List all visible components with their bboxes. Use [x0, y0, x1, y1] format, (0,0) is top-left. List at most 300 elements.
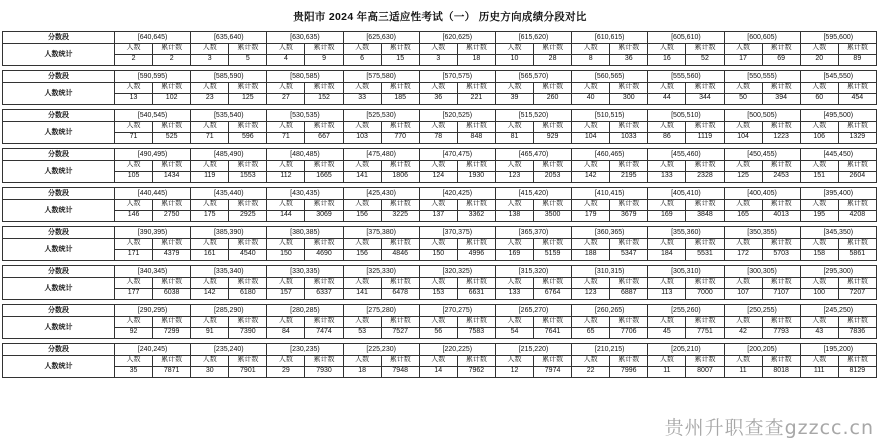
cumulative-value: 7107	[762, 289, 800, 299]
score-range-cell: [545,550)	[800, 71, 876, 83]
value-cell	[800, 328, 876, 339]
count-header: 人数	[507, 356, 522, 363]
cumulative-value: 2925	[228, 211, 266, 221]
subheader-cell	[115, 239, 191, 250]
score-range-cell: [250,255)	[724, 305, 800, 317]
cumulative-value: 69	[762, 55, 800, 65]
table-row	[3, 211, 877, 222]
count-header: 人数	[431, 122, 446, 129]
cumulative-value: 6038	[152, 289, 190, 299]
score-range-cell: [430,435)	[267, 188, 343, 200]
count-value: 13	[129, 94, 138, 101]
cumulative-value: 8129	[838, 367, 876, 377]
value-cell	[495, 133, 571, 144]
value-cell	[267, 367, 343, 378]
cumulative-header: 累计数	[609, 161, 647, 171]
count-header: 人数	[278, 44, 293, 51]
score-range-cell: [210,215)	[572, 344, 648, 356]
cumulative-value: 3362	[457, 211, 495, 221]
cumulative-value: 7751	[685, 328, 723, 338]
cumulative-header: 累计数	[609, 200, 647, 210]
count-value: 20	[815, 55, 824, 62]
count-header: 人数	[736, 44, 751, 51]
count-header: 人数	[126, 83, 141, 90]
count-header: 人数	[507, 161, 522, 168]
cumulative-value: 6887	[609, 289, 647, 299]
value-cell	[800, 172, 876, 183]
cumulative-header: 累计数	[609, 122, 647, 132]
cumulative-header: 累计数	[228, 44, 266, 54]
subheader-cell	[800, 278, 876, 289]
count-value: 144	[280, 211, 292, 218]
subheader-cell	[191, 317, 267, 328]
count-value: 65	[586, 328, 595, 335]
count-value: 71	[129, 133, 138, 140]
count-header: 人数	[431, 317, 446, 324]
count-header: 人数	[736, 317, 751, 324]
value-cell	[115, 367, 191, 378]
value-cell	[343, 94, 419, 105]
count-header: 人数	[812, 44, 827, 51]
value-cell	[724, 133, 800, 144]
table-row	[3, 305, 877, 317]
value-cell	[191, 172, 267, 183]
count-header: 人数	[736, 239, 751, 246]
score-range-cell: [235,240)	[191, 344, 267, 356]
value-cell	[191, 328, 267, 339]
value-cell	[648, 172, 724, 183]
subheader-cell	[419, 44, 495, 55]
count-header: 人数	[355, 356, 370, 363]
count-header: 人数	[355, 239, 370, 246]
cumulative-value: 2	[152, 55, 190, 65]
count-header: 人数	[278, 356, 293, 363]
page-title: 贵阳市 2024 年高三适应性考试（一） 历史方向成绩分段对比	[293, 11, 587, 23]
value-cell	[419, 328, 495, 339]
subheader-cell	[572, 161, 648, 172]
cumulative-header: 累计数	[381, 239, 419, 249]
cumulative-value: 7948	[381, 367, 419, 377]
count-header: 人数	[202, 200, 217, 207]
subheader-cell	[495, 44, 571, 55]
score-band-label: 分数段	[3, 32, 115, 44]
count-header: 人数	[126, 44, 141, 51]
value-cell	[495, 172, 571, 183]
score-range-cell: [520,525)	[419, 110, 495, 122]
cumulative-value: 7974	[533, 367, 571, 377]
score-range-cell: [530,535)	[267, 110, 343, 122]
cumulative-value: 2453	[762, 172, 800, 182]
subheader-cell	[267, 356, 343, 367]
cumulative-header: 累计数	[457, 200, 495, 210]
count-value: 104	[737, 133, 749, 140]
count-header: 人数	[431, 44, 446, 51]
cumulative-value: 3500	[533, 211, 571, 221]
cumulative-header: 累计数	[533, 122, 571, 132]
table-row	[3, 172, 877, 183]
subheader-cell	[419, 317, 495, 328]
cumulative-value: 3679	[609, 211, 647, 221]
value-cell	[800, 211, 876, 222]
score-range-cell: [245,250)	[800, 305, 876, 317]
value-cell	[115, 328, 191, 339]
cumulative-header: 累计数	[304, 356, 342, 366]
score-range-cell: [200,205)	[724, 344, 800, 356]
count-stats-label: 人数统计	[3, 83, 115, 105]
count-header: 人数	[812, 161, 827, 168]
score-range-cell: [385,390)	[191, 227, 267, 239]
count-stats-label: 人数统计	[3, 356, 115, 378]
cumulative-header: 累计数	[533, 356, 571, 366]
cumulative-value: 7996	[609, 367, 647, 377]
score-range-cell: [635,640)	[191, 32, 267, 44]
count-header: 人数	[812, 317, 827, 324]
cumulative-value: 7390	[228, 328, 266, 338]
cumulative-value: 1223	[762, 133, 800, 143]
score-range-cell: [305,310)	[648, 266, 724, 278]
subheader-cell	[267, 239, 343, 250]
cumulative-value: 7901	[228, 367, 266, 377]
score-range-cell: [205,210)	[648, 344, 724, 356]
value-cell	[191, 133, 267, 144]
count-header: 人数	[278, 161, 293, 168]
count-header: 人数	[507, 239, 522, 246]
count-header: 人数	[202, 239, 217, 246]
score-band-label: 分数段	[3, 344, 115, 356]
cumulative-value: 6180	[228, 289, 266, 299]
cumulative-value: 8007	[685, 367, 723, 377]
score-range-cell: [285,290)	[191, 305, 267, 317]
cumulative-header: 累计数	[381, 122, 419, 132]
cumulative-value: 5703	[762, 250, 800, 260]
cumulative-header: 累计数	[228, 278, 266, 288]
subheader-cell	[648, 44, 724, 55]
count-value: 40	[586, 94, 595, 101]
count-header: 人数	[126, 356, 141, 363]
count-header: 人数	[278, 239, 293, 246]
cumulative-header: 累计数	[304, 122, 342, 132]
cumulative-value: 221	[457, 94, 495, 104]
count-header: 人数	[431, 200, 446, 207]
count-value: 141	[356, 172, 368, 179]
cumulative-header: 累计数	[152, 44, 190, 54]
count-header: 人数	[431, 161, 446, 168]
count-value: 171	[127, 250, 140, 257]
count-value: 33	[358, 94, 366, 101]
count-value: 54	[510, 328, 519, 335]
table-row	[3, 239, 877, 250]
count-stats-label: 人数统计	[3, 200, 115, 222]
cumulative-header: 累计数	[457, 122, 495, 132]
count-stats-label: 人数统计	[3, 122, 115, 144]
count-header: 人数	[126, 239, 141, 246]
subheader-cell	[495, 122, 571, 133]
count-stats-label: 人数统计	[3, 161, 115, 183]
count-value: 141	[356, 289, 368, 296]
count-value: 172	[737, 250, 749, 257]
value-cell	[724, 328, 800, 339]
score-range-cell: [295,300)	[800, 266, 876, 278]
cumulative-header: 累计数	[152, 317, 190, 327]
count-value: 137	[432, 211, 445, 218]
cumulative-header: 累计数	[457, 278, 495, 288]
count-value: 36	[434, 94, 443, 101]
count-value: 27	[282, 94, 290, 101]
subheader-cell	[191, 200, 267, 211]
cumulative-header: 累计数	[381, 83, 419, 93]
count-header: 人数	[812, 200, 827, 207]
count-header: 人数	[583, 356, 598, 363]
subheader-cell	[191, 161, 267, 172]
subheader-cell	[572, 317, 648, 328]
cumulative-value: 4208	[838, 211, 876, 221]
cumulative-header: 累计数	[152, 356, 190, 366]
count-value: 3	[436, 55, 441, 62]
score-range-cell: [405,410)	[648, 188, 724, 200]
cumulative-header: 累计数	[762, 161, 800, 171]
count-header: 人数	[202, 122, 217, 129]
score-range-cell: [500,505)	[724, 110, 800, 122]
cumulative-value: 1119	[685, 133, 723, 143]
score-range-cell: [515,520)	[495, 110, 571, 122]
value-cell	[419, 94, 495, 105]
count-header: 人数	[126, 200, 141, 207]
cumulative-value: 1033	[609, 133, 647, 143]
count-value: 3	[207, 55, 212, 62]
count-value: 150	[432, 250, 445, 257]
cumulative-header: 累计数	[838, 44, 876, 54]
score-band-label: 分数段	[3, 110, 115, 122]
score-range-cell: [225,230)	[343, 344, 419, 356]
count-value: 150	[280, 250, 292, 257]
value-cell	[343, 133, 419, 144]
count-value: 11	[739, 367, 747, 374]
count-value: 133	[661, 172, 673, 179]
cumulative-value: 4846	[381, 250, 419, 260]
count-value: 124	[432, 172, 445, 179]
cumulative-value: 7299	[152, 328, 190, 338]
cumulative-header: 累计数	[762, 239, 800, 249]
subheader-cell	[724, 122, 800, 133]
cumulative-header: 累计数	[457, 317, 495, 327]
score-range-cell: [605,610)	[648, 32, 724, 44]
value-cell	[419, 133, 495, 144]
cumulative-value: 454	[838, 94, 876, 104]
value-cell	[572, 250, 648, 261]
subheader-cell	[343, 161, 419, 172]
cumulative-header: 累计数	[609, 278, 647, 288]
score-distribution-table	[2, 31, 877, 378]
cumulative-value: 15	[381, 55, 419, 65]
count-header: 人数	[583, 122, 598, 129]
count-header: 人数	[507, 83, 522, 90]
table-row	[3, 161, 877, 172]
count-header: 人数	[355, 317, 370, 324]
cumulative-value: 18	[457, 55, 495, 65]
cumulative-header: 累计数	[762, 44, 800, 54]
score-range-cell: [460,465)	[572, 149, 648, 161]
cumulative-header: 累计数	[457, 83, 495, 93]
count-value: 18	[358, 367, 366, 374]
subheader-cell	[343, 200, 419, 211]
cumulative-header: 累计数	[685, 278, 723, 288]
count-value: 104	[584, 133, 597, 140]
subheader-cell	[800, 317, 876, 328]
cumulative-value: 6478	[381, 289, 419, 299]
table-row	[3, 356, 877, 367]
count-header: 人数	[507, 44, 522, 51]
cumulative-header: 累计数	[304, 161, 342, 171]
cumulative-header: 累计数	[304, 239, 342, 249]
table-row	[3, 55, 877, 66]
count-header: 人数	[583, 200, 598, 207]
subheader-cell	[267, 200, 343, 211]
table-row	[3, 227, 877, 239]
score-range-cell: [470,475)	[419, 149, 495, 161]
score-range-cell: [290,295)	[115, 305, 191, 317]
cumulative-header: 累计数	[533, 83, 571, 93]
score-range-cell: [420,425)	[419, 188, 495, 200]
count-header: 人数	[431, 278, 446, 285]
score-range-cell: [265,270)	[495, 305, 571, 317]
cumulative-header: 累计数	[457, 44, 495, 54]
subheader-cell	[419, 356, 495, 367]
count-header: 人数	[355, 161, 370, 168]
value-cell	[495, 328, 571, 339]
cumulative-value: 2053	[533, 172, 571, 182]
score-range-cell: [325,330)	[343, 266, 419, 278]
value-cell	[572, 289, 648, 300]
subheader-cell	[419, 83, 495, 94]
count-value: 113	[661, 289, 673, 296]
table-row	[3, 94, 877, 105]
value-cell	[495, 94, 571, 105]
score-range-cell: [345,350)	[800, 227, 876, 239]
count-value: 151	[813, 172, 826, 179]
score-band-label: 分数段	[3, 71, 115, 83]
subheader-cell	[495, 83, 571, 94]
score-range-cell: [550,555)	[724, 71, 800, 83]
value-cell	[572, 211, 648, 222]
subheader-cell	[115, 161, 191, 172]
value-cell	[191, 211, 267, 222]
subheader-cell	[648, 83, 724, 94]
count-header: 人数	[507, 317, 522, 324]
value-cell	[724, 250, 800, 261]
subheader-cell	[724, 44, 800, 55]
count-header: 人数	[736, 200, 751, 207]
count-header: 人数	[355, 83, 370, 90]
cumulative-value: 394	[762, 94, 800, 104]
count-value: 6	[360, 55, 365, 62]
cumulative-value: 2195	[609, 172, 647, 182]
cumulative-header: 累计数	[304, 317, 342, 327]
cumulative-value: 4540	[228, 250, 266, 260]
cumulative-value: 185	[381, 94, 419, 104]
score-range-cell: [340,345)	[115, 266, 191, 278]
subheader-cell	[267, 161, 343, 172]
score-range-cell: [565,570)	[495, 71, 571, 83]
score-range-cell: [435,440)	[191, 188, 267, 200]
score-range-cell: [615,620)	[495, 32, 571, 44]
score-range-cell: [510,515)	[572, 110, 648, 122]
score-range-cell: [335,340)	[191, 266, 267, 278]
count-value: 184	[661, 250, 673, 257]
count-value: 22	[586, 367, 595, 374]
score-range-cell: [355,360)	[648, 227, 724, 239]
cumulative-header: 累计数	[533, 317, 571, 327]
count-stats-label: 人数统计	[3, 278, 115, 300]
count-value: 8	[588, 55, 593, 62]
cumulative-value: 2328	[685, 172, 723, 182]
cumulative-header: 累计数	[228, 200, 266, 210]
subheader-cell	[800, 161, 876, 172]
subheader-cell	[724, 161, 800, 172]
cumulative-value: 1930	[457, 172, 495, 182]
count-header: 人数	[583, 317, 598, 324]
cumulative-header: 累计数	[457, 161, 495, 171]
score-range-cell: [255,260)	[648, 305, 724, 317]
subheader-cell	[419, 278, 495, 289]
count-header: 人数	[202, 83, 217, 90]
score-range-cell: [610,615)	[572, 32, 648, 44]
value-cell	[191, 289, 267, 300]
table-row	[3, 71, 877, 83]
value-cell	[648, 55, 724, 66]
subheader-cell	[343, 356, 419, 367]
value-cell	[724, 55, 800, 66]
subheader-cell	[267, 278, 343, 289]
count-header: 人数	[659, 161, 674, 168]
count-header: 人数	[583, 161, 598, 168]
value-cell	[800, 289, 876, 300]
count-header: 人数	[659, 83, 674, 90]
table-row	[3, 367, 877, 378]
cumulative-value: 7793	[762, 328, 800, 338]
cumulative-header: 累计数	[838, 317, 876, 327]
cumulative-value: 7000	[685, 289, 723, 299]
subheader-cell	[495, 278, 571, 289]
count-value: 2	[131, 55, 136, 62]
cumulative-value: 7706	[609, 328, 647, 338]
count-header: 人数	[736, 83, 751, 90]
score-range-cell: [350,355)	[724, 227, 800, 239]
score-range-cell: [580,585)	[267, 71, 343, 83]
count-value: 43	[815, 328, 824, 335]
cumulative-header: 累计数	[685, 200, 723, 210]
cumulative-header: 累计数	[304, 44, 342, 54]
score-range-cell: [455,460)	[648, 149, 724, 161]
table-row	[3, 133, 877, 144]
subheader-cell	[572, 278, 648, 289]
cumulative-value: 125	[228, 94, 266, 104]
cumulative-header: 累计数	[762, 278, 800, 288]
cumulative-value: 596	[228, 133, 266, 143]
count-value: 100	[813, 289, 826, 296]
score-range-cell: [600,605)	[724, 32, 800, 44]
cumulative-value: 7474	[304, 328, 342, 338]
cumulative-header: 累计数	[838, 200, 876, 210]
cumulative-value: 667	[304, 133, 342, 143]
table-row	[3, 32, 877, 44]
count-value: 156	[356, 250, 368, 257]
cumulative-header: 累计数	[457, 356, 495, 366]
cumulative-value: 5861	[838, 250, 876, 260]
count-value: 84	[282, 328, 290, 335]
subheader-cell	[724, 356, 800, 367]
cumulative-header: 累计数	[228, 317, 266, 327]
cumulative-value: 4690	[304, 250, 342, 260]
